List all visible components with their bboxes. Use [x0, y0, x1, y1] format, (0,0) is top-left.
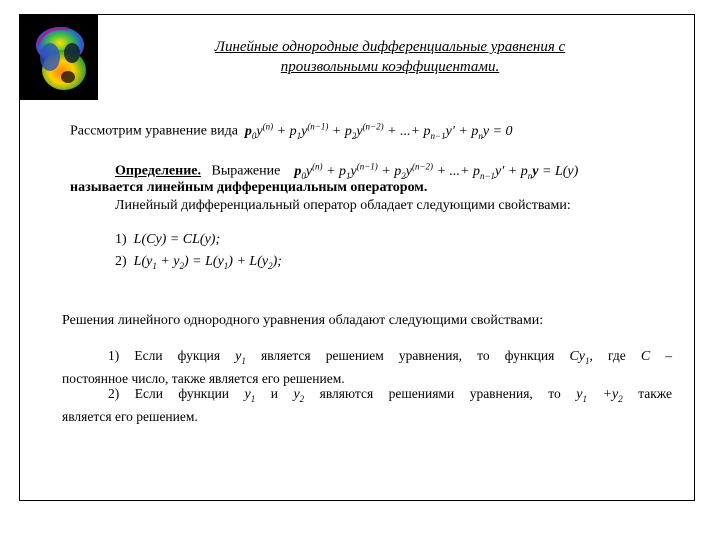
definition-label: Определение.: [115, 163, 201, 179]
property-1-formula: L(Cy) = CL(y);: [130, 232, 221, 247]
sol2-text-a: 2) Если функции: [108, 386, 230, 401]
property-2-formula: $L(y_1 + y_2) = L(y_1) + L(y_2)$;: [130, 254, 282, 271]
property-2: [115, 254, 282, 274]
intro-line: [70, 118, 513, 143]
sol2-text-c: являются решениями уравнения, то: [319, 386, 561, 401]
solution-2-line-2: является его решением.: [62, 408, 198, 424]
y2-symbol: $y_2$: [293, 387, 305, 404]
sol2-text-d: также: [638, 386, 672, 401]
c-symbol: C: [640, 349, 651, 364]
solutions-intro: Решения линейного однородного уравнения обладают следующими свойствами:: [62, 313, 544, 328]
homogeneous-equation: $p_0y^{(n)} + p_1y^{(n-1)} + p_2y^{(n-2)}$ + ...+ $p_{n-1}y' + p_ny = 0$: [244, 121, 513, 141]
property-1: [115, 232, 220, 248]
sol1-text-c: , где: [589, 348, 626, 363]
property-1-number: 1): [115, 232, 127, 247]
solution-property-1: [62, 347, 672, 388]
cy1-symbol: $Cy_1$: [569, 349, 590, 366]
title-line-2: произвольными коэффициентами.: [280, 59, 500, 75]
slide-title: [150, 37, 630, 77]
y1-plus-y2-symbol: $y_1 +y_2$: [576, 387, 623, 404]
fractal-surface-icon: [20, 15, 98, 100]
logo-image: [20, 15, 98, 100]
definition-expr-word: Выражение: [211, 163, 281, 179]
y1-symbol: $y_1$: [235, 349, 246, 366]
sol1-text-d: –: [665, 348, 673, 363]
solution-1-line-1: [62, 347, 672, 370]
solution-2-line-1: [62, 385, 672, 408]
sol1-text-a: 1) Если фукция: [108, 348, 221, 363]
title-line-1: Линейные однородные дифференциальные уравнения с: [214, 39, 566, 55]
properties-intro: Линейный дифференциальный оператор обладает следующими свойствами:: [115, 198, 571, 213]
definition-continuation: называется линейным дифференциальным оператором.: [70, 180, 428, 195]
sol1-text-b: является решением уравнения, то функция: [260, 348, 555, 363]
intro-text: Рассмотрим уравнение вида: [70, 123, 238, 139]
solution-property-2: [62, 385, 672, 426]
sol2-text-b: и: [270, 386, 278, 401]
operator-expression: $p_0y^{(n)} + p_1y^{(n-1)} + p_2y^{(n-2)}$ + ...+ $p_{n-1}y' + p_ny = L(y)$: [294, 161, 579, 181]
property-2-number: 2): [115, 254, 127, 269]
solution-1-line-2: постоянное число, также является его решением.: [62, 370, 345, 386]
y1-symbol-2: $y_1$: [244, 387, 256, 404]
